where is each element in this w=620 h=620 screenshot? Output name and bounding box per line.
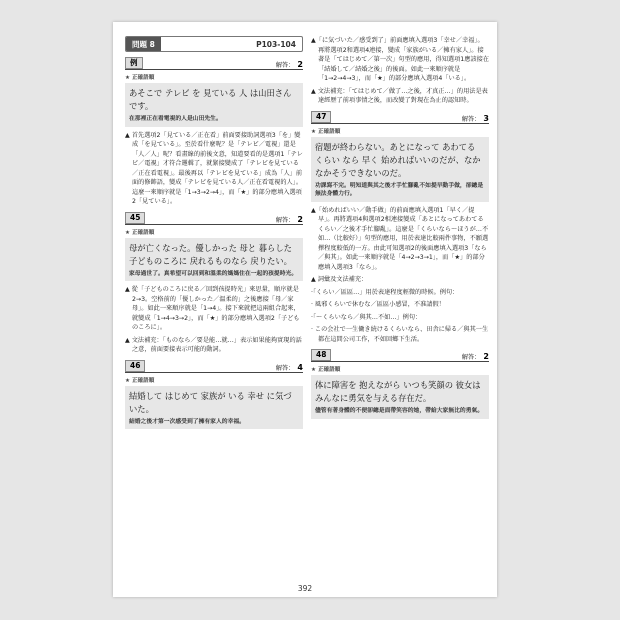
book-page — [113, 22, 497, 597]
answer-value: 2 — [297, 214, 303, 224]
example-box — [125, 83, 303, 127]
answer-value: 2 — [483, 352, 489, 361]
q46-box — [125, 386, 303, 430]
example-explanation: ▲ 首先選項2「見ている／正在看」前面要接助詞選項3「を」變成「を見ている」。至於看什麼呢？是「テレビ／電視」還是「人／人」呢？看畫線的前後文意，知道要看的是選項1「テレビ／電視」才符合邏輯了，就緊接變成了「テレビを見ている／正在看電視」。最後再以「テレビを見ている」成為「人」前面的修飾語，變成「テレビを見ている人／正在看電視的人」。這麼一來順序就是「1→3→2→4」，而「★」的部分應填入選項2「見ている」。 — [125, 131, 303, 205]
q47-kurainara-note: ‧「～くらいなら／與其…不如…」例句： — [311, 313, 422, 321]
left-column — [125, 36, 303, 433]
q48-sentence: 体に障害を 抱えながら いつも笑顔の 彼女は みんなに勇気を与える存在だ。 — [315, 380, 481, 403]
q46-explanation: ▲「に気づいた／感受到了」前面應填入選項3「幸せ／幸福」。再將選項2和選項4連接，變成「家族がいる／擁有家人」。接著是「てはじめて／第一次」句型的應用，得知選項1應該接在「結婚して／結婚之後」的後面。如此一來順序就是「1→2→4→3」，而「★」的部分應填入選項4「いる」。 — [311, 37, 489, 82]
page-range: P103-104 — [256, 39, 296, 49]
correct-order-label: ★ 正確語順 — [311, 128, 341, 135]
example-header — [125, 56, 303, 70]
q47-example-2: ‧ この会社で一生働き続けるくらいなら、田舎に帰る／與其一生都在這間公司工作，不如回鄉下生活。 — [311, 326, 489, 343]
example-translation: 在那裡正在看電視的人是山田先生。 — [129, 116, 222, 122]
example-sentence: あそこで テレビ を 見ている 人 は山田さんです。 — [129, 88, 292, 111]
section-header — [125, 36, 303, 52]
q48-translation: 儘管有著身體的不便卻總是面帶笑容的她，帶給大家無比的勇氣。 — [315, 408, 484, 414]
q47-header — [311, 110, 489, 124]
q46-sentence: 結婚して はじめて 家族が いる 幸せ に気づいた。 — [129, 390, 292, 414]
answer-value: 4 — [297, 362, 303, 372]
page-number: 392 — [297, 584, 313, 593]
example-number: 例 — [125, 57, 143, 69]
q46-translation: 結婚之後才第一次感受到了擁有家人的幸福。 — [129, 418, 245, 425]
section-label: 問題 8 — [126, 37, 161, 51]
q47-example-1: ‧ 風邪くらいで休むな／區區小感冒，不准請假！ — [311, 301, 445, 308]
answer-label: 解答： — [275, 62, 295, 69]
q46-header — [125, 359, 303, 373]
correct-order-label: ★ 正確語順 — [125, 75, 155, 81]
q45-grammar-note: ▲ 文法補充：「ものなら／要是能…就…」表示如果能夠實現的話之意，前面要接表示可能的動詞。 — [125, 336, 302, 353]
q48-box — [311, 375, 489, 419]
q47-explanation: ▲「始めればいい／動手做」的前面應填入選項1「早く／提早」。再將選項4與選項2相連接變成「あとになってあわてるくらい／之後才手忙腳亂」。這麼是「くらいなら～ほうが…不如…（比較好）」句型的應用，用於表達比較兩件事物，不願選擇程度較低的一方。由此可知選項2的後面應填入選項3「なら／與其」。如此一來順序就是「4→2→3→1」，而「★」的部分應填入選項3「なら」。 — [311, 206, 489, 271]
correct-order-label: ★ 正確語順 — [311, 367, 341, 373]
q48-answer — [462, 352, 489, 361]
q45-header — [125, 211, 303, 225]
answer-label: 解答： — [275, 364, 295, 372]
q46-grammar-note: ▲ 文法補充：「てはじめて／做了…之後，才真正…」的用法是表達經歷了前項事情之後，而改變了對現在為止的認知時。 — [311, 87, 488, 104]
q45-sentence: 母が亡くなった。優しかった 母と 暮らした 子どものころに 戻れるものなら 戻りたい。 — [129, 242, 292, 266]
q45-explanation: ▲ 從「子どものころに戻る／回到孩提時光」來思量，順序就是2→3。空格前的「優しかった／溫柔的」之後應接「母／家母」。如此一來順序就是「1→4」。接下來就把這兩組合起來，就變成「1→4→3→2」，而「★」的部分應填入選項2「子どものころに」。 — [125, 286, 300, 331]
example-answer — [276, 60, 303, 69]
q48-header — [311, 348, 489, 362]
q47-vocab-heading: ▲ 詞彙及文法補充： — [311, 276, 368, 283]
q48-number: 48 — [311, 349, 331, 361]
correct-order-label: ★ 正確語順 — [125, 229, 155, 236]
q45-box — [125, 238, 303, 282]
q45-number: 45 — [125, 212, 145, 224]
q45-answer — [276, 215, 303, 224]
q47-box — [311, 137, 489, 202]
q47-answer — [462, 114, 489, 123]
answer-label: 解答： — [461, 115, 481, 123]
q46-answer — [276, 363, 303, 372]
correct-order-label: ★ 正確語順 — [125, 377, 155, 384]
answer-value: 2 — [297, 60, 303, 69]
q45-translation: 家母過世了。真希望可以回到和溫柔的媽媽住在一起的孩提時光。 — [129, 270, 298, 277]
q47-number: 47 — [311, 111, 331, 123]
q47-sentence: 宿題が終わらない。あとになって あわてる くらい なら 早く 始めればいいのだが、なかなかそうできないのだ。 — [315, 141, 481, 178]
right-column — [311, 36, 489, 423]
q47-kurai-note: ‧「くらい／區區…」用於表達程度輕微的時候。例句： — [311, 288, 459, 296]
answer-label: 解答： — [461, 354, 481, 361]
q46-number: 46 — [125, 360, 145, 372]
answer-value: 3 — [483, 113, 489, 123]
q47-translation: 功課寫不完。明知道與其之後才手忙腳亂不如提早動手做，卻總是無法身體力行。 — [315, 182, 484, 197]
answer-label: 解答： — [275, 216, 295, 224]
